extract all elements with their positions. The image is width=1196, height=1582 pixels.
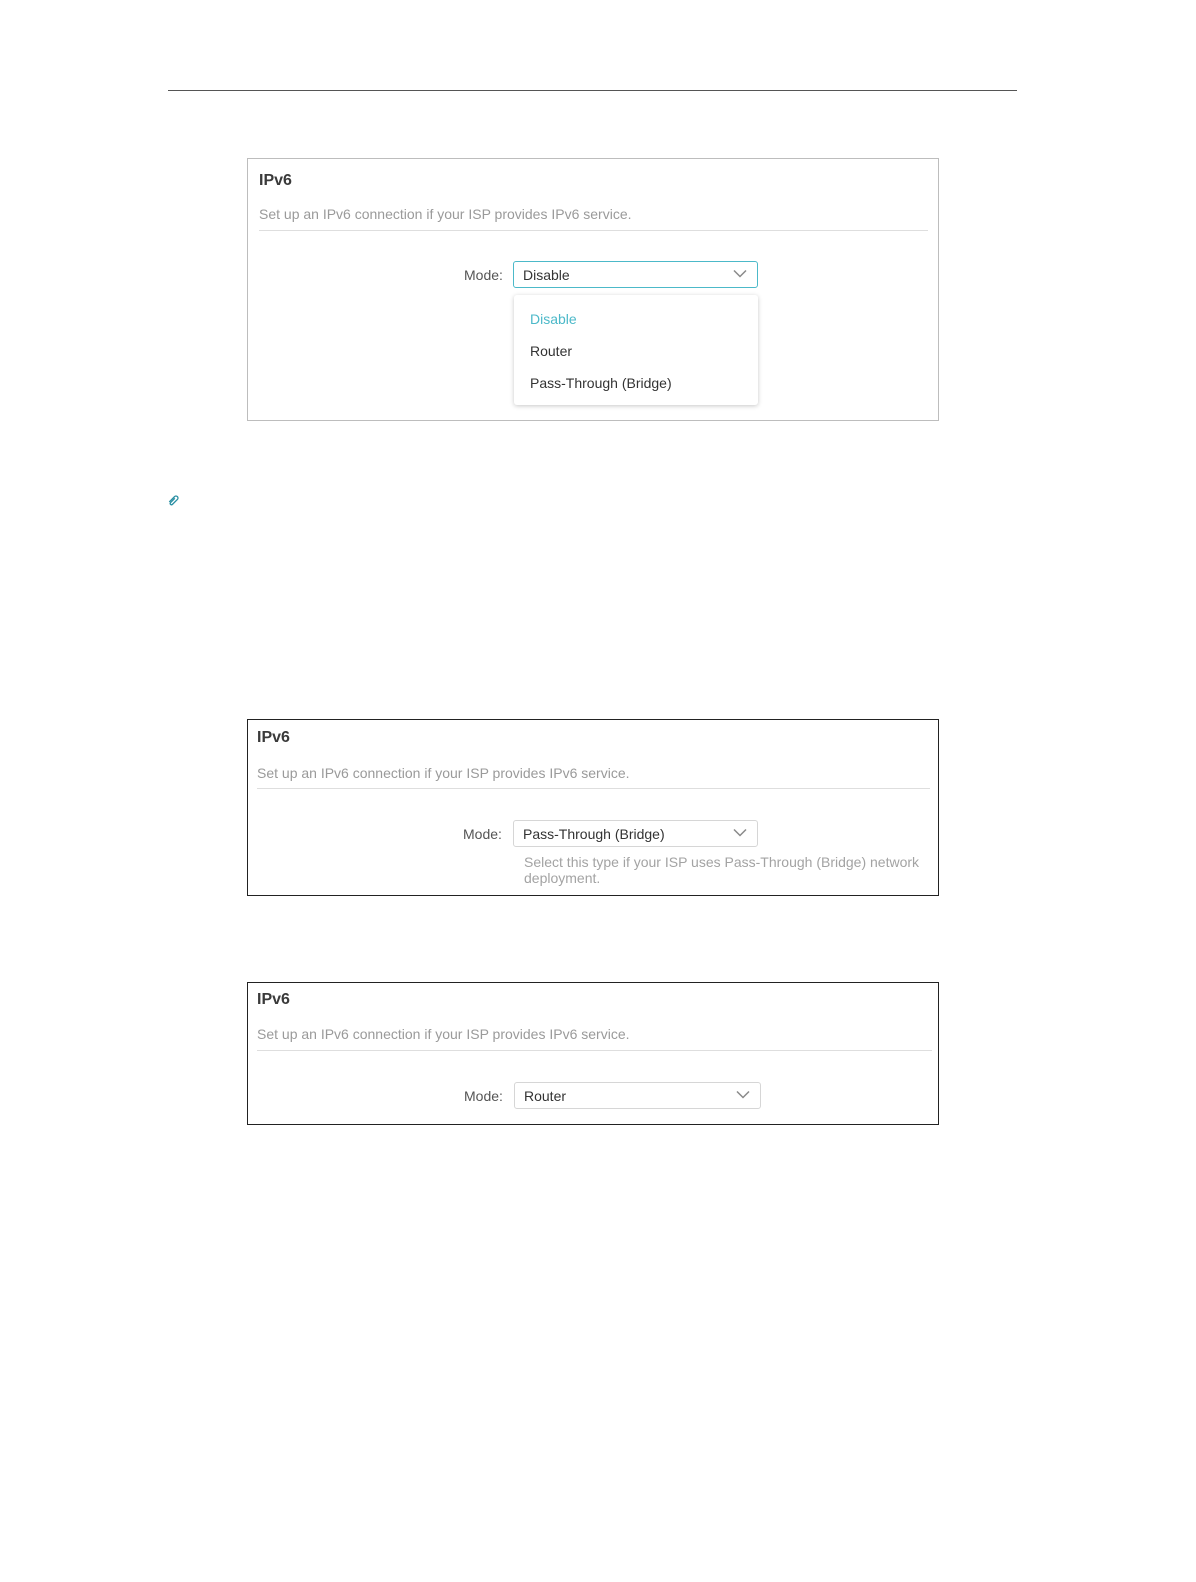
panel-title: IPv6 <box>257 729 290 746</box>
panel-title: IPv6 <box>259 172 292 189</box>
panel-description: Set up an IPv6 connection if your ISP provides IPv6 service. <box>257 765 630 781</box>
mode-select-value: Disable <box>523 267 570 283</box>
chevron-down-icon <box>733 269 747 278</box>
panel-divider <box>257 1050 932 1051</box>
panel-divider <box>259 230 928 231</box>
header-rule <box>168 90 1017 91</box>
mode-hint-text: Select this type if your ISP uses Pass-Through (Bridge) network deployment. <box>524 854 920 886</box>
mode-label: Mode: <box>464 267 503 283</box>
ipv6-panel-pass-through <box>247 719 939 896</box>
mode-select-value: Router <box>524 1088 567 1104</box>
ipv6-panel-dropdown-open <box>247 158 939 421</box>
mode-select[interactable] <box>514 1082 761 1109</box>
ipv6-panel-router <box>247 982 939 1125</box>
dropdown-option-pass-through[interactable]: Pass-Through (Bridge) <box>530 375 672 391</box>
chevron-down-icon <box>733 828 747 837</box>
mode-select[interactable] <box>513 820 758 847</box>
panel-description: Set up an IPv6 connection if your ISP provides IPv6 service. <box>257 1026 630 1042</box>
mode-label: Mode: <box>464 1088 503 1104</box>
mode-select[interactable] <box>513 261 758 288</box>
panel-title: IPv6 <box>257 991 290 1008</box>
dropdown-option-router[interactable]: Router <box>530 343 573 359</box>
paperclip-icon <box>167 494 180 507</box>
mode-label: Mode: <box>463 826 502 842</box>
mode-select-value: Pass-Through (Bridge) <box>523 826 665 842</box>
panel-divider <box>257 788 930 789</box>
panel-description: Set up an IPv6 connection if your ISP provides IPv6 service. <box>259 206 632 222</box>
chevron-down-icon <box>736 1090 750 1099</box>
dropdown-option-disable[interactable]: Disable <box>530 311 577 327</box>
mode-dropdown-menu <box>514 295 758 405</box>
